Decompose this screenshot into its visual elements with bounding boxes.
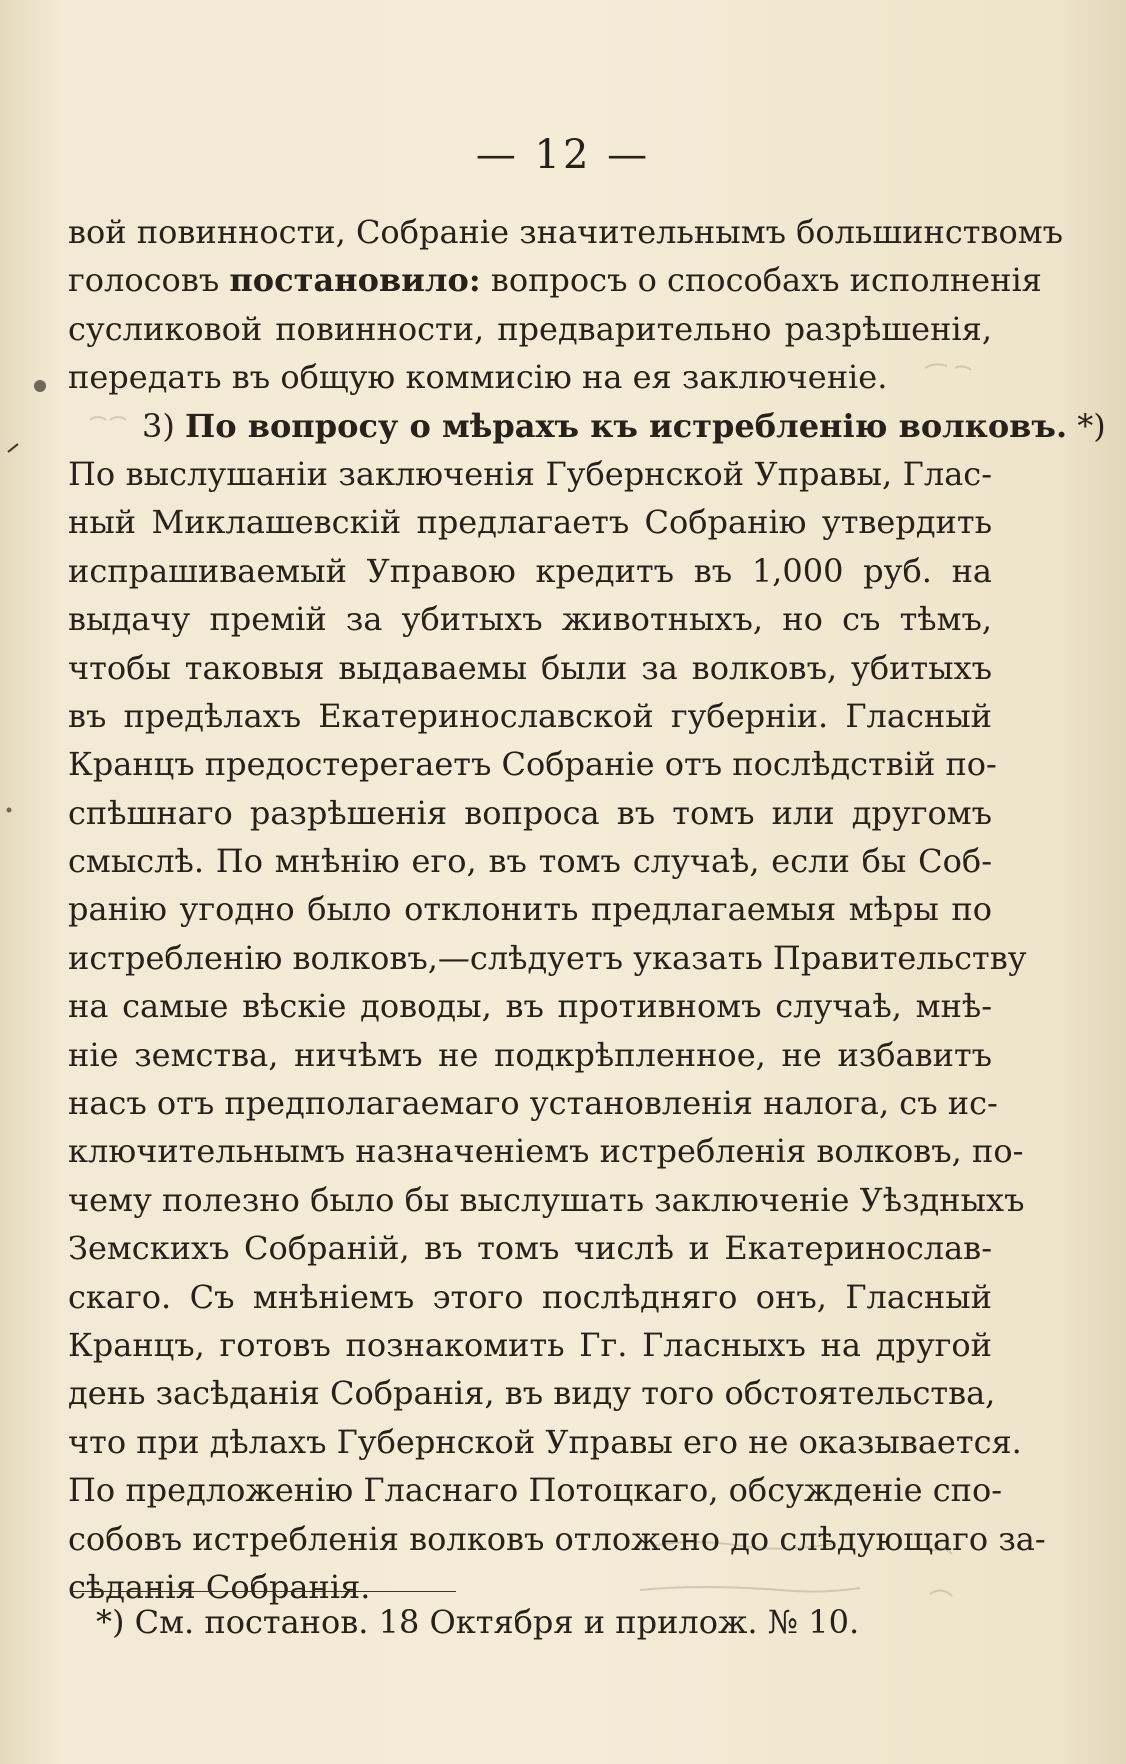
text-segment: 3) (142, 406, 186, 445)
text-line: сусликовой повинности, предварительно разрѣшенія, (68, 309, 992, 348)
page-number: — 12 — (475, 132, 651, 178)
text-segment: вопросъ о способахъ исполненія (480, 261, 1042, 300)
body-text (68, 208, 1106, 1611)
text-line: выдачу премій за убитыхъ животныхъ, но съ тѣмъ, (68, 600, 992, 639)
text-line (68, 256, 1042, 304)
text-line: насъ отъ предполагаемаго установленія налога, съ ис- (68, 1084, 998, 1123)
text-line: истребленію волковъ,—слѣдуетъ указать Правительству (68, 938, 1027, 977)
text-segment: *) (1067, 406, 1106, 445)
text-line: день засѣданія Собранія, въ виду того обстоятельства, (68, 1374, 996, 1413)
text-line: спѣшнаго разрѣшенія вопроса въ томъ или другомъ (68, 793, 992, 832)
text-segment: голосовъ (68, 261, 230, 300)
footnote-separator (70, 1591, 456, 1592)
text-line: на самые вѣскіе доводы, въ противномъ случаѣ, мнѣ- (68, 987, 992, 1026)
text-line: чему полезно было бы выслушать заключеніе Уѣздныхъ (68, 1180, 1025, 1219)
text-line: скаго. Съ мнѣніемъ этого послѣдняго онъ, Гласный (68, 1277, 992, 1316)
text-line: чтобы таковыя выдаваемы были за волковъ, убитыхъ (68, 648, 992, 687)
text-line: ключительнымъ назначеніемъ истребленія волковъ, по- (68, 1132, 1024, 1171)
text-line: смыслѣ. По мнѣнію его, въ томъ случаѣ, если бы Соб- (68, 842, 992, 881)
text-line: Кранцъ, готовъ познакомить Гг. Гласныхъ на другой (68, 1325, 992, 1364)
text-line: По выслушаніи заключенія Губернской Управы, Глас- (68, 454, 992, 493)
text-line: передать въ общую коммисію на ея заключеніе. (68, 358, 888, 397)
text-line: вой повинности, Собраніе значительнымъ большинствомъ (68, 213, 1063, 251)
text-line: ніе земства, ничѣмъ не подкрѣпленное, не избавитъ (68, 1035, 992, 1074)
text-line (68, 402, 1106, 450)
text-line: ный Миклашевскій предлагаетъ Собранію утвердить (68, 503, 992, 542)
text-line: Кранцъ предостерегаетъ Собраніе отъ послѣдствій по- (68, 745, 997, 784)
text-line: ранію угодно было отклонить предлагаемыя мѣры по (68, 890, 992, 929)
text-line: Земскихъ Собраній, въ томъ числѣ и Екатеринослав- (68, 1229, 992, 1268)
bold-phrase: постановило: (229, 261, 481, 300)
text-line: что при дѣлахъ Губернской Управы его не оказывается. (68, 1422, 1022, 1461)
text-line: въ предѣлахъ Екатеринославской губерніи. Гласный (68, 696, 992, 735)
text-line: сѣданія Собранія. (68, 1567, 371, 1606)
text-line: испрашиваемый Управою кредитъ въ 1,000 руб. на (68, 551, 992, 590)
text-line: По предложенію Гласнаго Потоцкаго, обсужденіе спо- (68, 1471, 1003, 1510)
footnote: *) См. постанов. 18 Октября и прилож. № 10. (96, 1603, 860, 1641)
text-line: собовъ истребленія волковъ отложено до слѣдующаго за- (68, 1519, 1046, 1558)
bold-phrase: По вопросу о мѣрахъ къ истребленію волковъ. (185, 406, 1068, 445)
